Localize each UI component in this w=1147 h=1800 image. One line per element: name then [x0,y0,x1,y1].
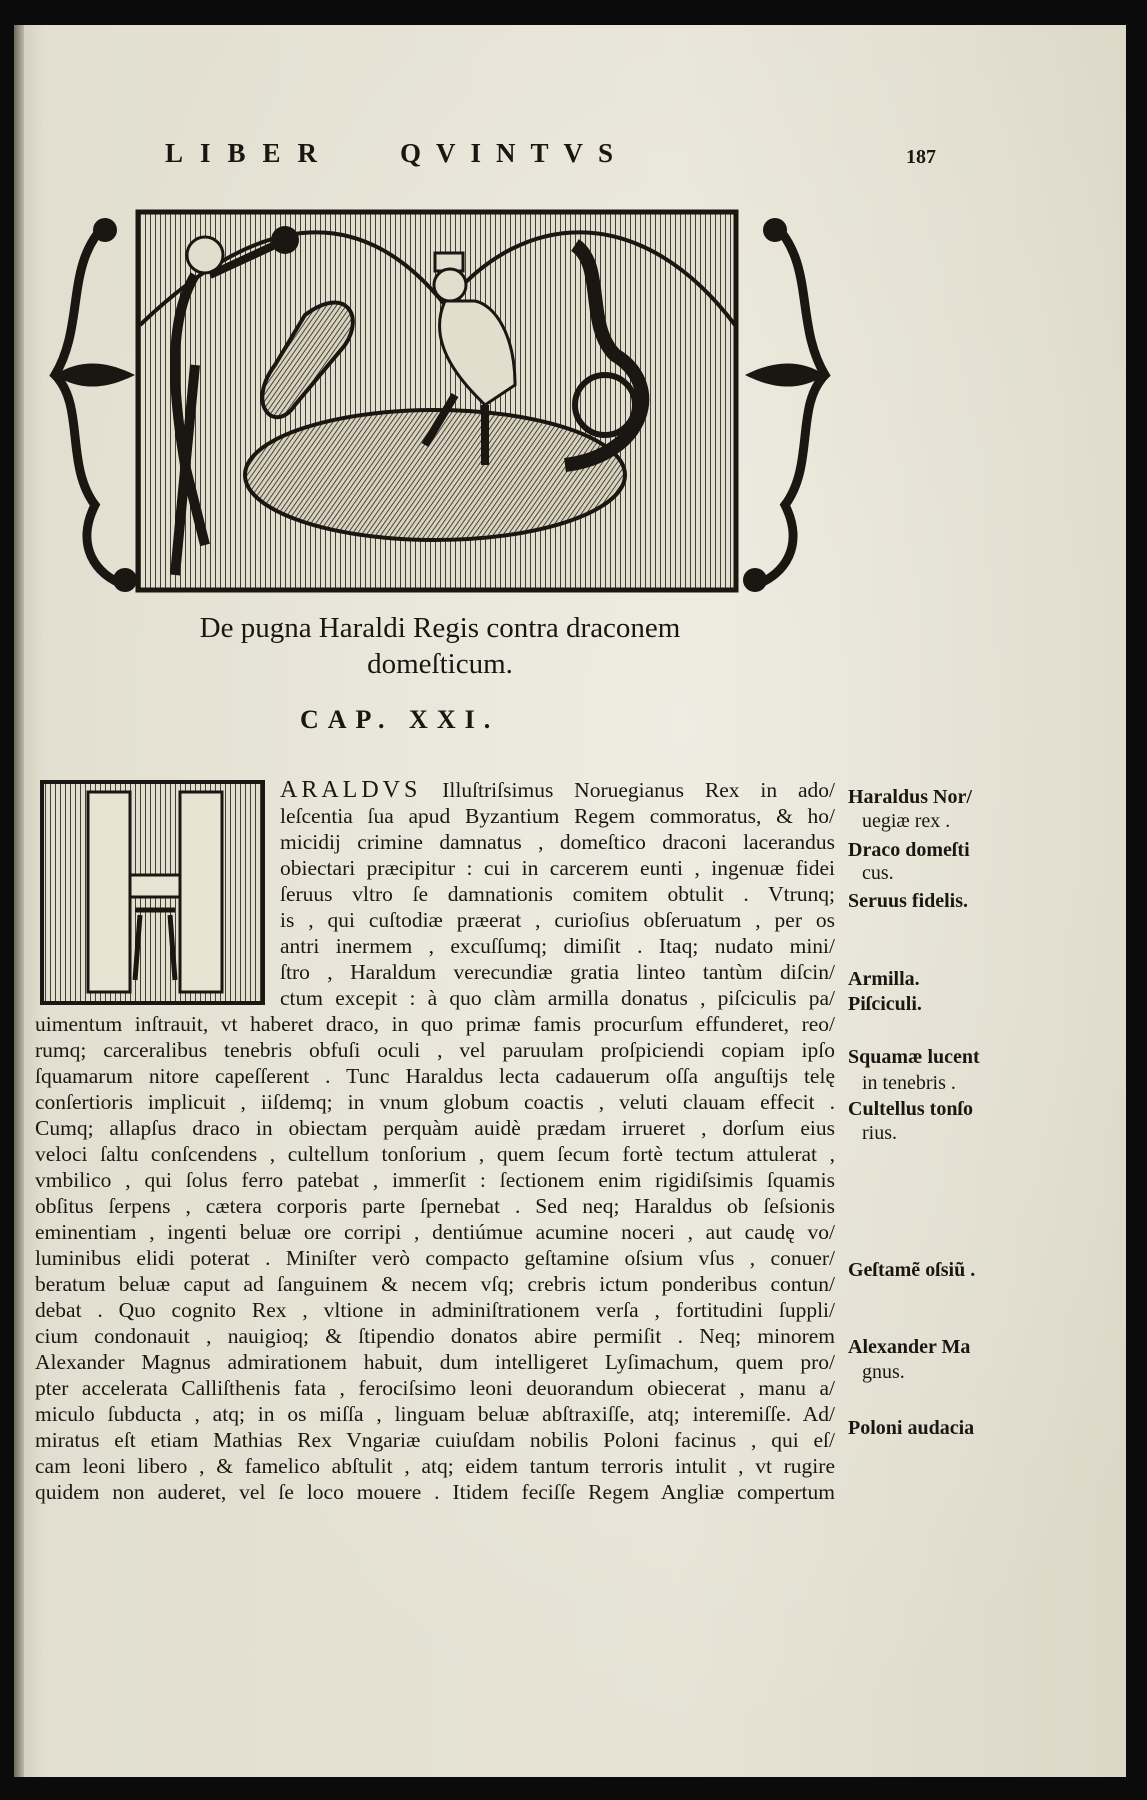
text-line-content: luminibus elidi poterat . Miniſter verò compacto geſtamine oſsium vſus , conuer/ [35,1246,835,1270]
text-line-content: eminentiam , ingenti beluæ ore corripi , dentiúmue acumine noceri , aut caudę vo/ [35,1220,835,1244]
text-line-content: obiectari præcipitur : cui in carcerem eunti , ingenuæ fidei [280,856,835,880]
text-line [35,1089,835,1115]
text-line-content: vmbilico , qui ſolus ferro patebat , immerſit : ſectionem enim rigidiſsimis ſquamis [35,1168,835,1192]
page-gutter [14,25,24,1777]
text-line-content: miculo ſubducta , atq; in os miſſa , linguam beluæ abſtraxiſſe, atq; interemiſſe. Ad/ [35,1402,835,1426]
text-line-content: Cumq; allapſus draco in obiectam perquàm auidè prædam irrueret , dorſum eius [35,1116,835,1140]
text-line-content: rumq; carceralibus tenebris obfuſi oculi , vel paruulam proſpiciendi copiam ipſo [35,1038,835,1062]
marginal-note: gnus. [862,1361,905,1383]
text-line [35,1479,835,1505]
drop-cap-h [40,780,265,1005]
text-line [280,855,835,881]
text-line-content: cium condonauit , nauigioq; & ſtipendio donatos abire permiſit . Neq; minorem [35,1324,835,1348]
text-line [35,1037,835,1063]
text-line [35,1063,835,1089]
woodcut-illustration [45,205,835,600]
marginal-note: Draco domeſti [848,839,970,861]
text-line-content: ſeruus vltro ſe damnationis comitem obtulit . Vtrunq; [280,882,835,906]
text-line [35,1349,835,1375]
text-line-content: debat . Quo cognito Rex , vltione in adminiſtrationem verſa , fortitudini ſuppli/ [35,1298,835,1322]
text-line [280,829,835,855]
marginal-note: uegiæ rex . [862,810,951,832]
running-title-quintus: QVINTVS [400,138,629,168]
text-line [35,1453,835,1479]
text-line [35,1219,835,1245]
text-line [280,777,835,803]
text-line [35,1193,835,1219]
chapter-number: CAP. XXI. [300,705,500,734]
text-line-content: micidij crimine damnatus , domeſtico draconi lacerandus [280,830,835,854]
text-line-content: ſtro , Haraldum verecundiæ gratia linteo tantùm diſcin/ [280,960,835,984]
text-line-content: Alexander Magnus admirationem habuit, dum intelligeret Lyſimachum, quem pro/ [35,1350,835,1374]
text-line-content: cam leoni libero , & famelico abſtulit , atq; eidem tantum terroris intulit , vt rugire [35,1454,835,1478]
text-line [35,1401,835,1427]
text-line [280,803,835,829]
text-line-content: leſcentia ſua apud Byzantium Regem commoratus, & ho/ [280,804,835,828]
marginal-note: Poloni audacia [848,1417,975,1439]
text-line-content: veloci ſaltu conſcendens , cultellum tonſorium , quem ſecum fortè tectum attulerat , [35,1142,835,1166]
text-line [35,1115,835,1141]
marginal-note: Geſtamẽ oſsiũ . [848,1259,976,1281]
marginal-note: Squamæ lucent [848,1046,980,1068]
text-line [280,933,835,959]
text-line [35,1323,835,1349]
text-line [280,907,835,933]
page-number: 187 [906,146,936,168]
running-title-liber: LIBER [165,138,335,168]
text-line-content: uimentum inſtrauit, vt haberet draco, in quo primæ famis procurſum effunderet, reo/ [35,1012,835,1036]
text-line [35,1297,835,1323]
text-line [35,1167,835,1193]
text-line-content: beratum beluæ caput ad ſanguinem & necem vſq; crebris ictum ponderibus contun/ [35,1272,835,1296]
text-line-content: miratus eſt etiam Mathias Rex Vngariæ cuiuſdam nobilis Poloni facinus , qui eſ/ [35,1428,835,1452]
marginal-note: cus. [862,862,894,884]
marginal-note: Piſciculi. [848,993,922,1015]
chapter-caption-line-2: domeſticum. [367,648,513,680]
chapter-caption-line-1: De pugna Haraldi Regis contra draconem [199,612,681,644]
marginal-note: Haraldus Nor/ [848,786,972,808]
marginal-note: Cultellus tonſo [848,1098,974,1120]
text-line [280,881,835,907]
text-line-content: ctum excepit : à quo clàm armilla donatus , piſciculis pa/ [280,986,835,1010]
text-line [35,1375,835,1401]
text-line [35,1427,835,1453]
opening-word: ARALDVS [280,777,422,803]
marginal-note: rius. [862,1122,897,1144]
text-line [35,1141,835,1167]
text-line-content: obſitus ſerpens , cætera corporis parte ſpernebat . Sed neq; Haraldus ob ſeſsionis [35,1194,835,1218]
marginal-note: in tenebris . [862,1072,956,1094]
marginal-note: Alexander Ma [848,1336,971,1358]
text-line [35,1011,835,1037]
text-line [280,985,835,1011]
marginal-note: Seruus fidelis. [848,890,969,912]
text-line [35,1245,835,1271]
text-line-content: Illuſtriſsimus Noruegianus Rex in ado/ [442,778,836,802]
text-line-content: antri inermem , excuſſumq; dimiſit . Itaq; nudato mini/ [280,934,835,958]
left-ornament [55,218,137,592]
text-line-content: quidem non auderet, vel ſe loco mouere . Itidem feciſſe Regem Angliæ compertum [35,1480,835,1504]
text-line [280,959,835,985]
text-line [35,1271,835,1297]
text-line-content: conſertioris implicuit , iiſdemq; in vnum globum coactis , veluti clauam effecit . [35,1090,835,1114]
right-ornament [743,218,825,592]
text-line-content: pter accelerata Calliſthenis fata , ferociſsimo leoni deuorandum obiecerat , manu a/ [35,1376,835,1400]
text-line-content: ſquamarum nitore capeſſerent . Tunc Haraldus lecta cadauerum oſſa anguſtijs telę [35,1064,835,1088]
text-line-content: is , qui cuſtodiæ præerat , curioſius obſeruatum , per os [280,908,835,932]
marginal-note: Armilla. [848,968,920,990]
